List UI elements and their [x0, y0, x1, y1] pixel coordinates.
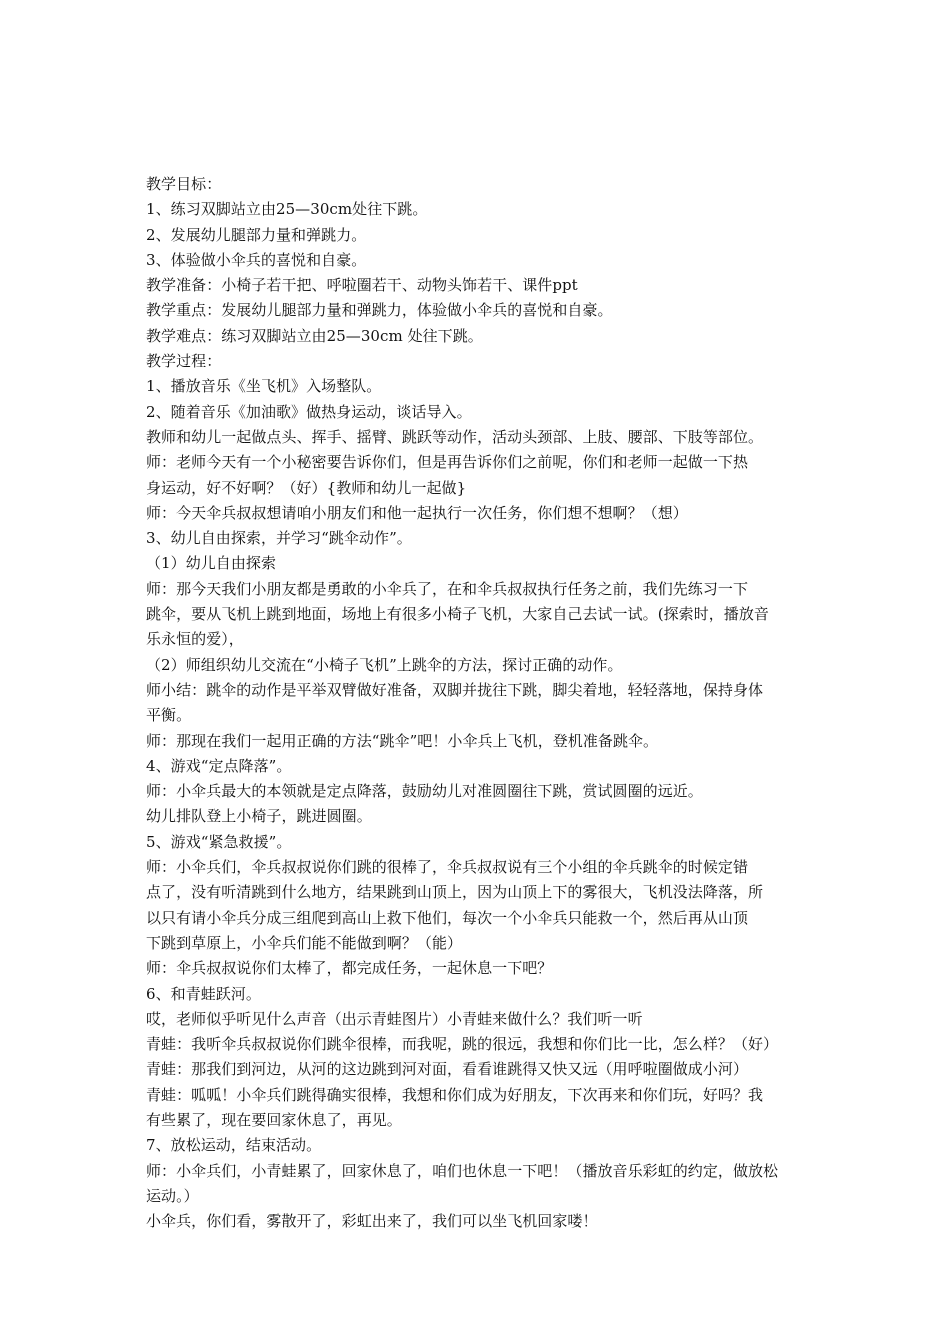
text-line: 乐永恒的爱），: [146, 630, 244, 649]
text-line: 身运动，好不好啊？（好）{教师和幼儿一起做}: [146, 478, 467, 497]
text-line: 青蛙：那我们到河边，从河的这边跳到河对面，看看谁跳得又快又远（用呼啦圈做成小河）: [146, 1060, 749, 1079]
text-line: 青蛙：我听伞兵叔叔说你们跳伞很棒，而我呢，跳的很远，我想和你们比一比，怎么样？（好）: [146, 1035, 779, 1054]
text-line: 点了，没有听清跳到什么地方，结果跳到山顶上，因为山顶上下的雾很大，飞机没法降落，所: [146, 883, 764, 902]
objective-3: 3、体验做小伞兵的喜悦和自豪。: [146, 250, 367, 269]
text-line: 幼儿排队登上小椅子，跳进圆圈。: [146, 807, 372, 826]
objective-2: 2、发展幼儿腿部力量和弹跳力。: [146, 225, 367, 244]
heading-process: 教学过程：: [146, 352, 222, 371]
substep-2: （2）师组织幼儿交流在“小椅子飞机”上跳伞的方法，探讨正确的动作。: [146, 655, 623, 674]
text-line: 师：老师今天有一个小秘密要告诉你们，但是再告诉你们之前呢，你们和老师一起做一下热: [146, 453, 749, 472]
text-line: 师：那今天我们小朋友都是勇敢的小伞兵了，在和伞兵叔叔执行任务之前，我们先练习一下: [146, 579, 749, 598]
heading-objectives: 教学目标：: [146, 175, 222, 193]
step-3: 3、幼儿自由探索，并学习“跳伞动作”。: [146, 529, 412, 548]
text-line: 师：小伞兵最大的本领就是定点降落，鼓励幼儿对准圆圈往下跳，赏试圆圈的远近。: [146, 782, 703, 801]
preparation-line: 教学准备：小椅子若干把、呼啦圈若干、动物头饰若干、课件ppt: [146, 276, 578, 295]
step-5: 5、游戏“紧急救援”。: [146, 832, 292, 851]
step-2: 2、随着音乐《加油歌》做热身运动，谈话导入。: [146, 402, 472, 421]
text-line: 以只有请小伞兵分成三组爬到高山上救下他们，每次一个小伞兵只能救一个，然后再从山顶: [146, 908, 749, 927]
text-line: 青蛙：呱呱！小伞兵们跳得确实很棒，我想和你们成为好朋友，下次再来和你们玩，好吗？我: [146, 1085, 764, 1104]
text-line: 师小结：跳伞的动作是平举双臂做好准备，双脚并拢往下跳，脚尖着地，轻轻落地，保持身体: [146, 680, 764, 699]
text-line: 师：今天伞兵叔叔想请咱小朋友们和他一起执行一次任务，你们想不想啊？（想）: [146, 503, 688, 522]
objective-1: 1、练习双脚站立由25—30cm处往下跳。: [146, 200, 428, 219]
text-line: 运动。）: [146, 1186, 199, 1205]
step-7: 7、放松运动，结束活动。: [146, 1136, 322, 1155]
text-line: 有些累了，现在要回家休息了，再见。: [146, 1110, 402, 1129]
text-line: 平衡。: [146, 706, 192, 725]
text-line: 师：小伞兵们，小青蛙累了，回家休息了，咱们也休息一下吧！（播放音乐彩虹的约定，做放松: [146, 1161, 779, 1180]
text-line: 哎，老师似乎听见什么声音（出示青蛙图片）小青蛙来做什么？我们听一听: [146, 1009, 643, 1028]
text-line: 教师和幼儿一起做点头、挥手、摇臂、跳跃等动作，活动头颈部、上肢、腰部、下肢等部位。: [146, 427, 764, 446]
text-line: 师：那现在我们一起用正确的方法“跳伞”吧！小伞兵上飞机，登机准备跳伞。: [146, 731, 659, 750]
key-point-line: 教学重点：发展幼儿腿部力量和弹跳力，体验做小伞兵的喜悦和自豪。: [146, 301, 613, 320]
text-line: 师：小伞兵们，伞兵叔叔说你们跳的很棒了，伞兵叔叔说有三个小组的伞兵跳伞的时候定错: [146, 858, 749, 877]
substep-1: （1）幼儿自由探索: [146, 554, 276, 573]
step-6: 6、和青蛙跃河。: [146, 984, 261, 1003]
step-1: 1、播放音乐《坐飞机》入场整队。: [146, 377, 382, 396]
text-line: 小伞兵，你们看，雾散开了，彩虹出来了，我们可以坐飞机回家喽！: [146, 1212, 598, 1231]
text-line: 下跳到草原上，小伞兵们能不能做到啊？（能）: [146, 933, 463, 952]
difficulty-line: 教学难点：练习双脚站立由25—30cm 处往下跳。: [146, 326, 483, 345]
step-4: 4、游戏“定点降落”。: [146, 756, 292, 775]
text-line: 师：伞兵叔叔说你们太棒了，都完成任务，一起休息一下吧？: [146, 959, 553, 978]
document-body: [146, 172, 816, 1234]
text-line: 跳伞，要从飞机上跳到地面，场地上有很多小椅子飞机，大家自己去试一试。(探索时，播放音: [146, 605, 769, 624]
